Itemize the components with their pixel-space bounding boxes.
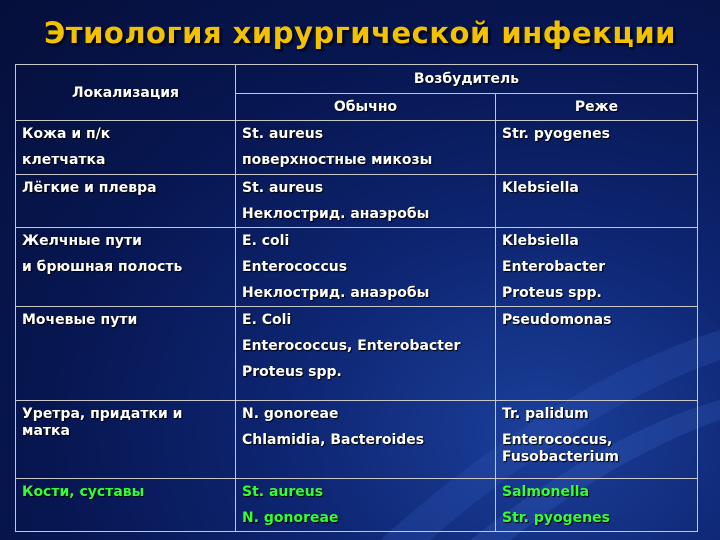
cell-localization	[16, 401, 236, 479]
table-row	[16, 121, 698, 175]
cell-line: Tr. palidum	[502, 406, 589, 422]
header-rare: Реже	[496, 94, 698, 121]
cell-line: St. aureus	[242, 126, 324, 142]
cell-rare	[496, 307, 698, 401]
cell-usual	[236, 228, 496, 307]
cell-rare	[496, 121, 698, 175]
page-title: Этиология хирургической инфекции	[43, 16, 676, 50]
cell-usual	[236, 307, 496, 401]
cell-rare	[496, 401, 698, 479]
cell-line: Мочевые пути	[22, 312, 138, 328]
cell-usual	[236, 401, 496, 479]
cell-line: Enterococcus, Fusobacterium	[502, 432, 619, 465]
cell-localization	[16, 228, 236, 307]
cell-line: Лёгкие и плевра	[22, 180, 157, 196]
cell-rare	[496, 479, 698, 532]
cell-line: Pseudomonas	[502, 312, 612, 328]
cell-line: клетчатка	[22, 152, 106, 168]
cell-line: St. aureus	[242, 180, 324, 196]
cell-line: Enterococcus, Enterobacter	[242, 338, 461, 354]
cell-line: Кожа и п/к	[22, 126, 111, 142]
etiology-table	[15, 64, 698, 532]
cell-line: Неклострид. анаэробы	[242, 206, 430, 222]
table-body	[16, 121, 698, 532]
cell-line: N. gonoreae	[242, 510, 339, 526]
cell-line: Enterobacter	[502, 259, 606, 275]
cell-line: Enterococcus	[242, 259, 348, 275]
cell-line: Кости, суставы	[22, 484, 145, 500]
cell-localization	[16, 121, 236, 175]
cell-line: Chlamidia, Bacteroides	[242, 432, 425, 448]
cell-line: St. aureus	[242, 484, 324, 500]
cell-line: Klebsiella	[502, 233, 579, 249]
table-row	[16, 175, 698, 228]
cell-line: E. Coli	[242, 312, 292, 328]
cell-line: Proteus spp.	[502, 285, 602, 301]
cell-line: Salmonella	[502, 484, 590, 500]
table-row	[16, 307, 698, 401]
cell-line: N. gonoreae	[242, 406, 339, 422]
header-pathogen: Возбудитель	[236, 65, 698, 94]
cell-rare	[496, 175, 698, 228]
cell-line: Str. pyogenes	[502, 126, 610, 142]
table-row	[16, 401, 698, 479]
cell-line: E. coli	[242, 233, 290, 249]
cell-usual	[236, 175, 496, 228]
header-usual: Обычно	[236, 94, 496, 121]
cell-line: Уретра, придатки и матка	[22, 406, 183, 439]
header-localization: Локализация	[16, 65, 236, 121]
cell-localization	[16, 175, 236, 228]
cell-usual	[236, 479, 496, 532]
cell-rare	[496, 228, 698, 307]
cell-line: и брюшная полость	[22, 259, 183, 275]
cell-localization	[16, 479, 236, 532]
cell-line: Str. pyogenes	[502, 510, 610, 526]
cell-localization	[16, 307, 236, 401]
cell-line: Неклострид. анаэробы	[242, 285, 430, 301]
cell-line: Желчные пути	[22, 233, 142, 249]
cell-line: поверхностные микозы	[242, 152, 433, 168]
table-row	[16, 479, 698, 532]
table-row	[16, 228, 698, 307]
cell-line: Klebsiella	[502, 180, 579, 196]
cell-line: Proteus spp.	[242, 364, 342, 380]
cell-usual	[236, 121, 496, 175]
